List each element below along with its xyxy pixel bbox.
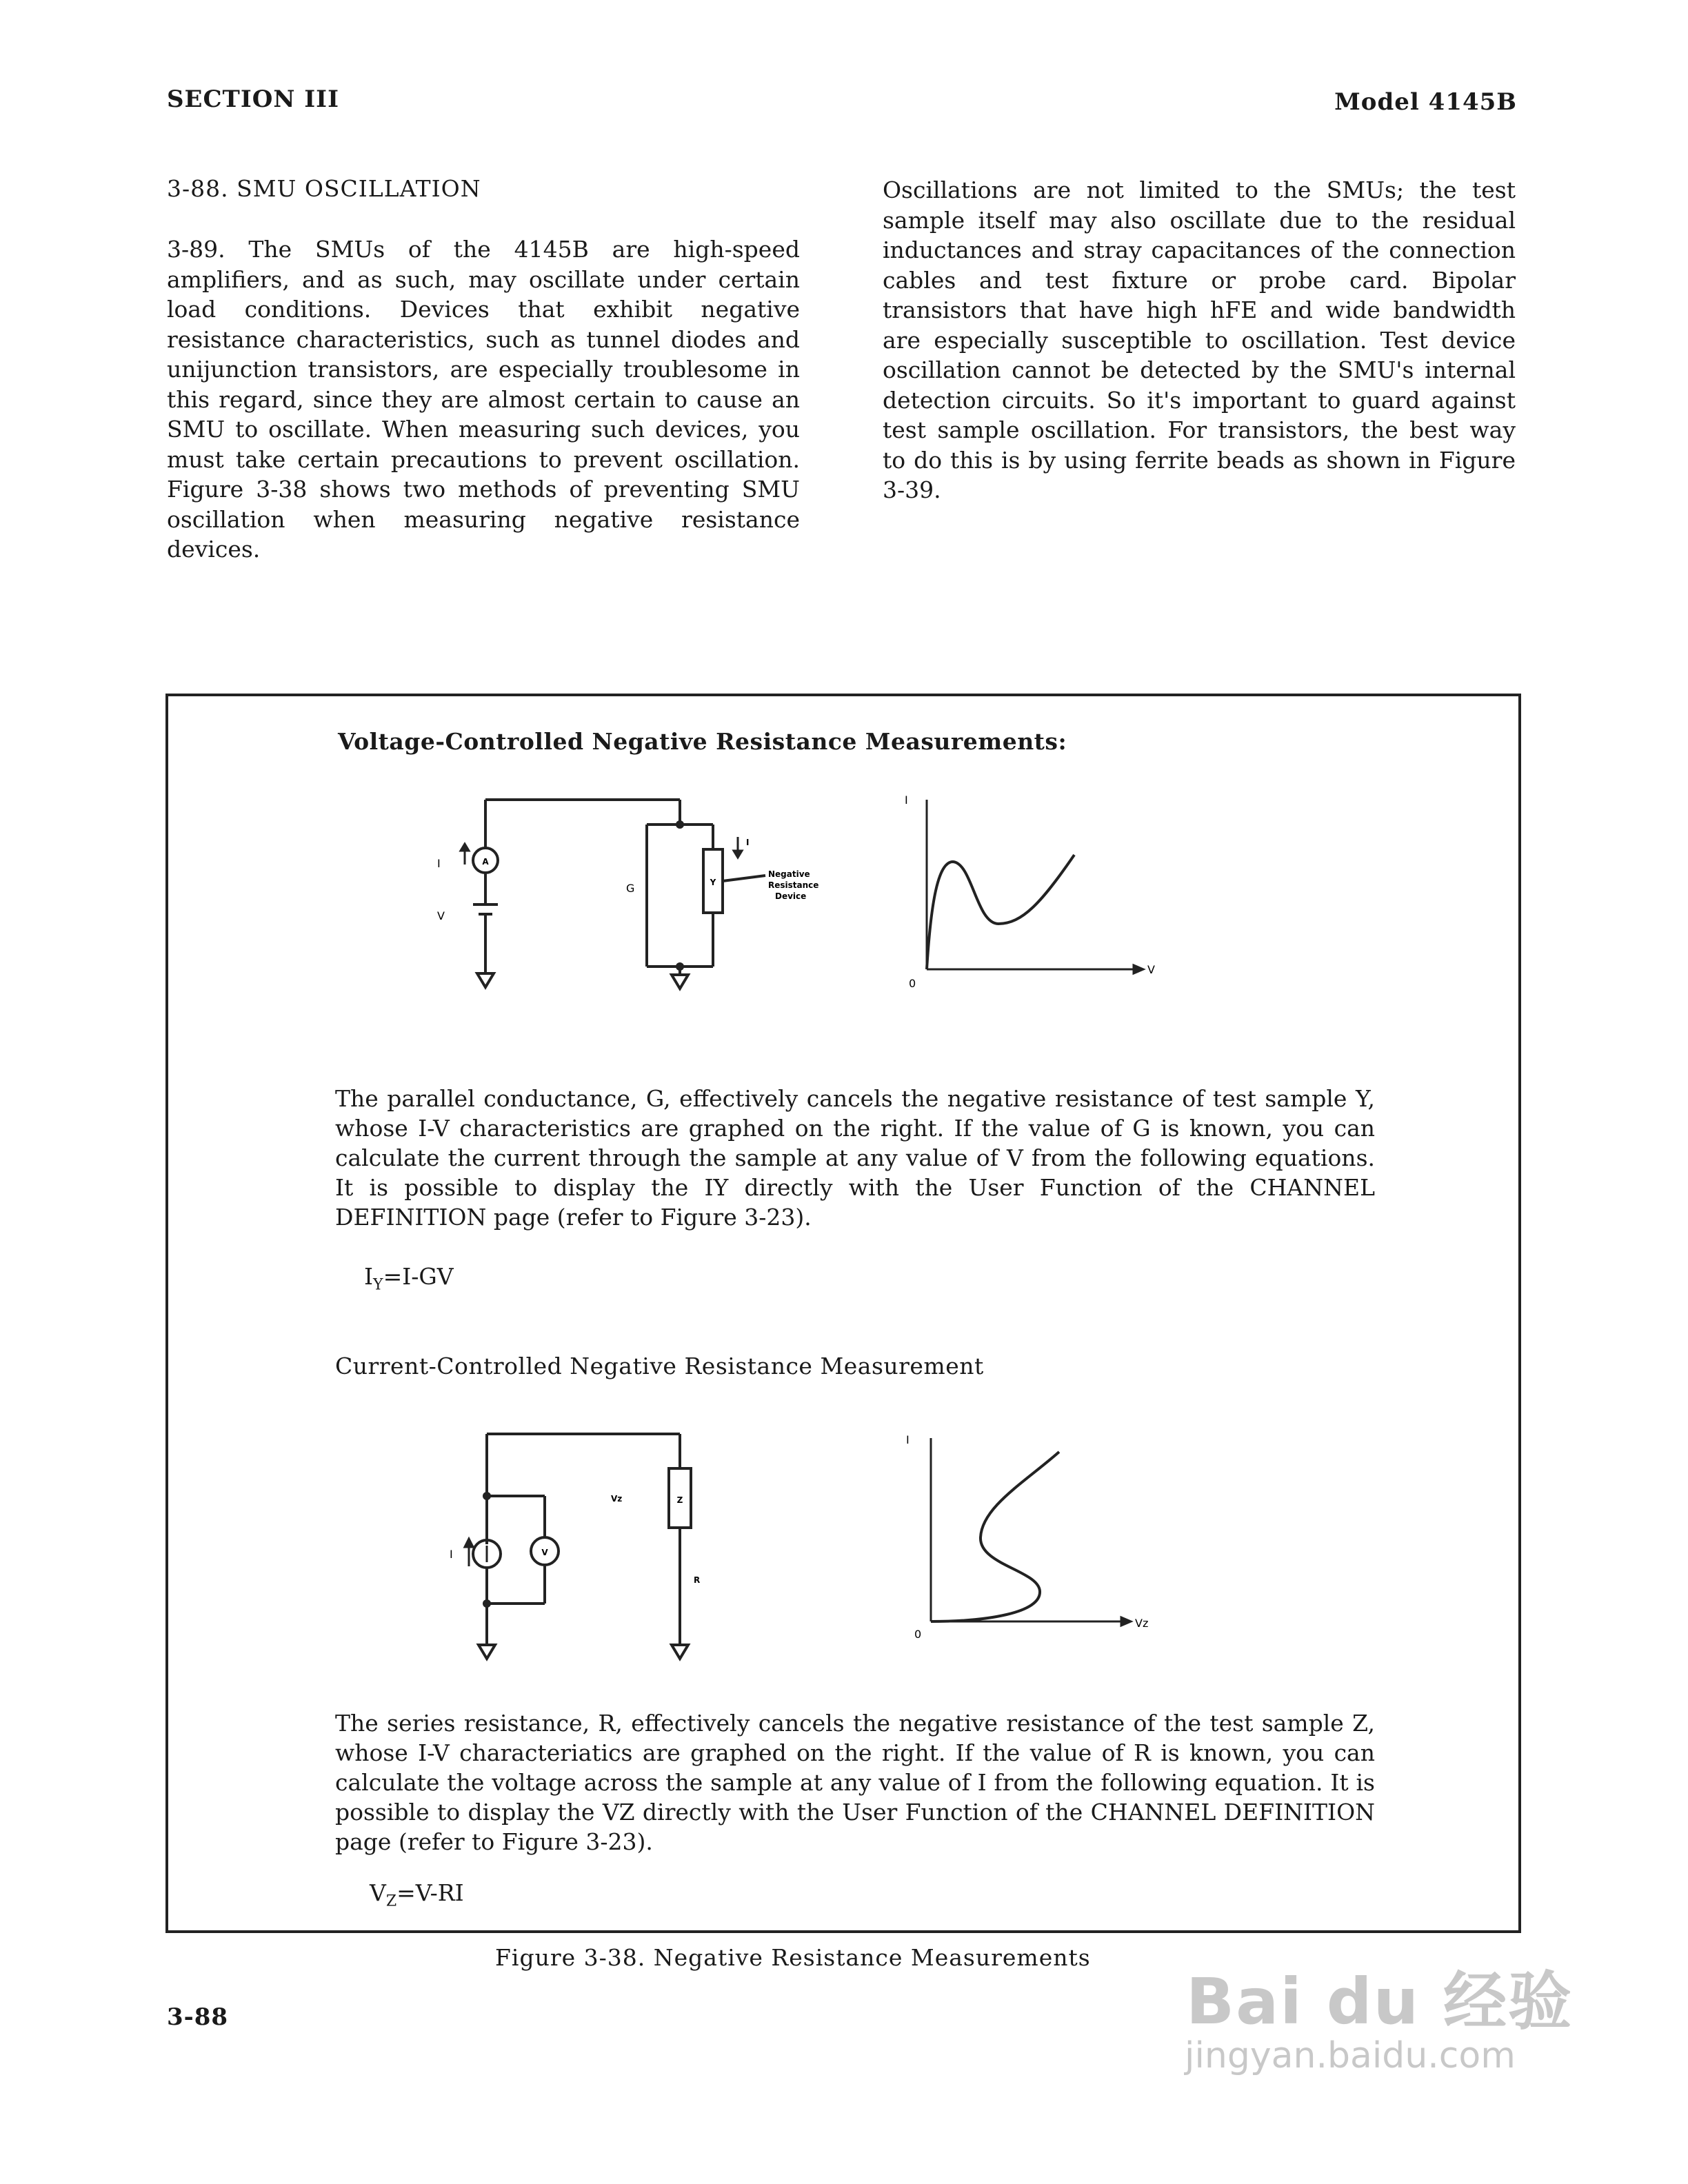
figure-caption: Figure 3-38. Negative Resistance Measurements: [495, 1944, 1091, 1971]
current-label-i: I: [437, 857, 441, 870]
sample-label-y: Y: [710, 878, 716, 887]
voltage-eq-rest: =I-GV: [383, 1263, 454, 1290]
voltage-equation: [364, 1263, 454, 1294]
model-label: Model 4145B: [1334, 88, 1517, 116]
voltage-controlled-title: Voltage-Controlled Negative Resistance Measurements:: [338, 728, 1067, 755]
sample-current-label: I: [746, 838, 750, 847]
section-heading: 3-88. SMU OSCILLATION: [167, 175, 481, 202]
current-eq-sub: Z: [385, 1892, 397, 1910]
watermark-url: jingyan.baidu.com: [1185, 2035, 1516, 2076]
graph2-origin: 0: [914, 1628, 922, 1641]
current-equation: [370, 1879, 464, 1910]
graph1-y-label: I: [905, 793, 908, 807]
paragraph-right: Oscillations are not limited to the SMUs; the test sample itself may also oscillate due to the residual inductances and stray capacitances of the connection cables and test fixture or probe card. Bipolar transistors that have high hFE and wide bandwidth are especially susceptible to oscillation. Test device oscillation cannot be detected by the SMU's internal detection circuits. So it's important to guard against test sample oscillation. For transistors, the best way to do this is by using ferrite beads as shown in Figure 3-39.: [883, 176, 1516, 503]
current-controlled-title: Current-Controlled Negative Resistance Measurement: [335, 1353, 984, 1379]
page-number: 3-88: [167, 2003, 229, 2031]
voltage-label-v: V: [437, 909, 445, 922]
conductance-label-g: G: [626, 882, 635, 895]
resistor-label-r: R: [694, 1575, 701, 1585]
voltage-eq-var: I: [364, 1263, 374, 1290]
vz-label: Vz: [611, 1494, 623, 1504]
current-controlled-graph: [896, 1427, 1186, 1655]
graph2-y-label: I: [906, 1433, 910, 1446]
current-eq-var: V: [370, 1879, 386, 1906]
paragraph-left: 3-89. The SMUs of the 4145B are high-speed amplifiers, and as such, may oscillate under certain load conditions. Devices that exhibit negative resistance characteristics, such as tunnel diodes and unijunction transistors, are especially troublesome in this regard, since they are almost certain to cause an SMU to oscillate. When measuring such devices, you must take certain precautions to prevent oscillation. Figure 3-38 shows two methods of preventing SMU oscillation when measuring negative resistance devices.: [167, 236, 800, 563]
current-controlled-text: The series resistance, R, effectively cancels the negative resistance of the test sample Z, whose I-V characteriatics are graphed on the right. If the value of R is known, you can calculate the voltage across the sample at any value of I from the following equation. It is possible to display the VZ directly with the User Function of the CHANNEL DEFINITION page (refer to Figure 3-23).: [335, 1710, 1375, 1855]
voltmeter-label: V: [541, 1548, 548, 1557]
device-label-1: Negative: [768, 869, 810, 879]
current-source-label: I: [450, 1548, 453, 1561]
graph2-x-label: Vz: [1135, 1617, 1149, 1630]
current-eq-rest: =V-RI: [396, 1879, 464, 1906]
device-label-3: Device: [775, 891, 807, 901]
device-label-2: Resistance: [768, 880, 819, 890]
voltage-controlled-circuit: [414, 779, 896, 1013]
voltage-controlled-text: The parallel conductance, G, effectively cancels the negative resistance of test sample Y, whose I-V characteristics are graphed on the right. If the value of G is known, you can calculate the current through the sample at any value of V from the following equations. It is possible to display the IY directly with the User Function of the CHANNEL DEFINITION page (refer to Figure 3-23).: [335, 1085, 1375, 1231]
sample-label-z: Z: [676, 1495, 683, 1505]
voltage-eq-sub: Y: [373, 1276, 383, 1294]
current-controlled-circuit: [434, 1420, 752, 1675]
watermark-brand: Bai du 经验: [1186, 1965, 1574, 2039]
section-label: SECTION III: [167, 85, 339, 113]
ammeter-label: A: [482, 857, 489, 867]
graph1-x-label: V: [1147, 963, 1155, 976]
voltage-controlled-graph: [896, 786, 1186, 1000]
graph1-origin: 0: [909, 977, 916, 990]
